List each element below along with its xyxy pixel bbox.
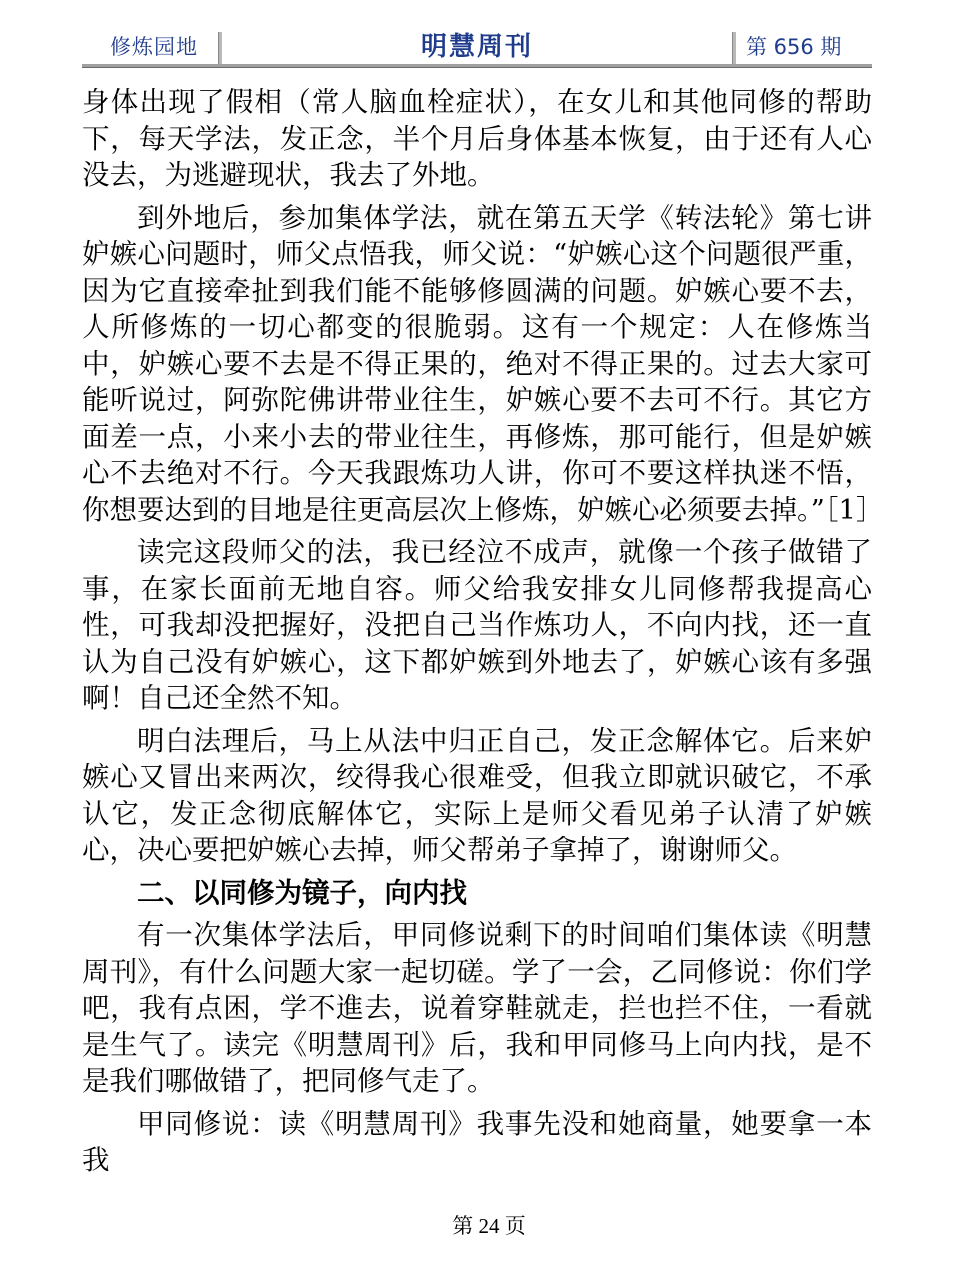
publication-title: 明慧周刊 [420,32,533,62]
header-divider-right [732,32,736,64]
section-label: 修炼园地 [110,35,198,59]
paragraph: 明白法理后，马上从法中归正自己，发正念解体它。后来妒嫉心又冒出来两次，绞得我心很难受，但我立即就识破它，不承认它，发正念彻底解体它，实际上是师父看见弟子认清了妒嫉心，决心要把妒嫉心去掉，师父帮弟子拿掉了，谢谢师父。 [82,724,872,866]
header-rule [82,64,872,68]
issue-number: 第 656 期 [746,35,842,59]
section-heading: 二、以同修为镜子，向内找 [137,876,467,909]
paragraph: 到外地后，参加集体学法，就在第五天学《转法轮》第七讲妒嫉心问题时，师父点悟我，师父说：“妒嫉心这个问题很严重，因为它直接牵扯到我们能不能够修圆满的问题。妒嫉心要不去，人所修炼的一切心都变的很脆弱。这有一个规定：人在修炼当中，妒嫉心要不去是不得正果的，绝对不得正果的。过去大家可能听说过，阿弥陀佛讲带业往生，妒嫉心要不去可不行。其它方面差一点，小来小去的带业往生，再修炼，那可能行，但是妒嫉心不去绝对不行。今天我跟炼功人讲，你可不要这样执迷不悟，你想要达到的目地是往更高层次上修炼，妒嫉心必须要去掉。”［1］ [82,201,884,526]
paragraph: 读完这段师父的法，我已经泣不成声，就像一个孩子做错了事，在家长面前无地自容。师父给我安排女儿同修帮我提高心性，可我却没把握好，没把自己当作炼功人，不向内找，还一直认为自己没有妒嫉心，这下都妒嫉到外地去了，妒嫉心该有多强啊！自己还全然不知。 [82,536,872,714]
article-body [82,84,884,1179]
paragraph: 甲同修说：读《明慧周刊》我事先没和她商量，她要拿一本我 [82,1107,872,1176]
paragraph: 有一次集体学法后，甲同修说剩下的时间咱们集体读《明慧周刊》，有什么问题大家一起切磋。学了一会，乙同修说：你们学吧，我有点困，学不進去，说着穿鞋就走，拦也拦不住，一看就是生气了。读完《明慧周刊》后，我和甲同修马上向内找，是不是我们哪做错了，把同修气走了。 [82,919,872,1097]
page-number: 第 24 页 [452,1214,526,1238]
paragraph-continued: 身体出现了假相（常人脑血栓症状），在女儿和其他同修的帮助下，每天学法，发正念，半个月后身体基本恢复，由于还有人心没去，为逃避现状，我去了外地。 [82,86,872,191]
page-header [82,26,872,66]
